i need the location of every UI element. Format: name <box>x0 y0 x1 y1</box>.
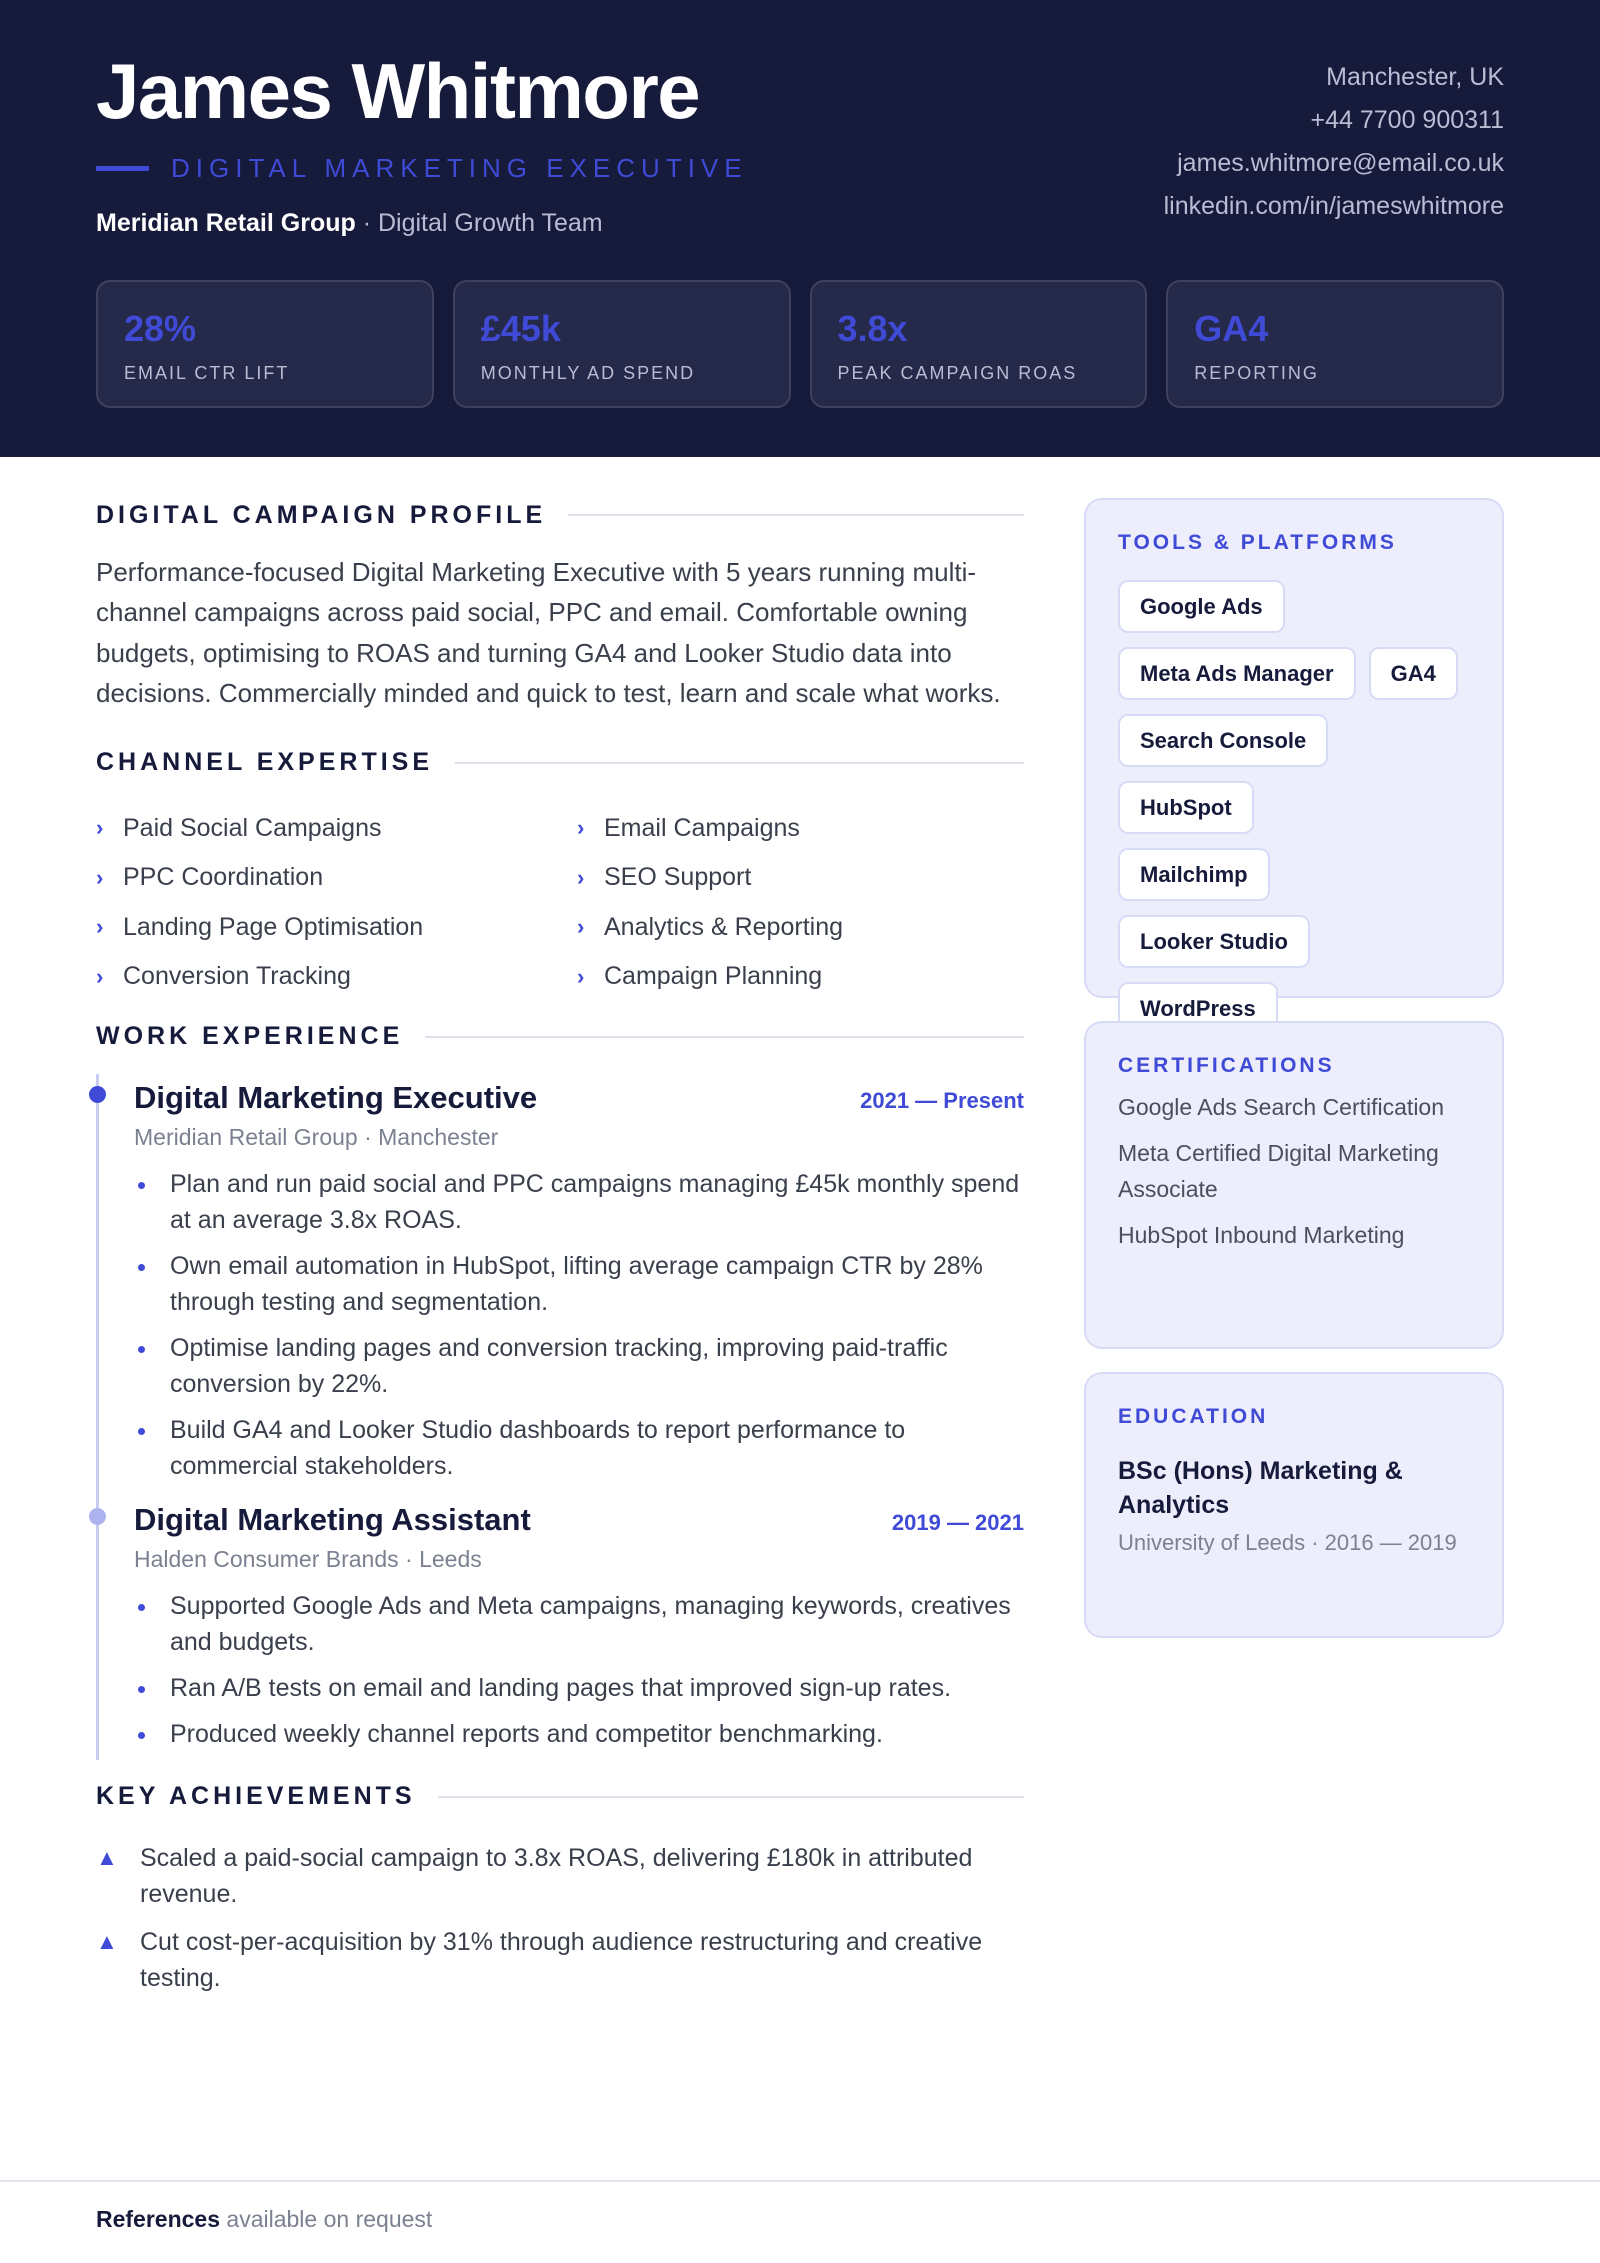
section-divider <box>438 1796 1024 1798</box>
stat-card <box>1166 280 1504 408</box>
education-card <box>1084 1372 1504 1638</box>
footer-bold: References <box>96 2206 221 2232</box>
contact-email[interactable]: james.whitmore@email.co.uk <box>1177 149 1504 177</box>
triangle-up-icon: ▲ <box>96 1844 118 1870</box>
job-entry <box>96 1500 1024 1752</box>
expertise-label: Analytics & Reporting <box>604 912 844 941</box>
expertise-label: Campaign Planning <box>604 962 823 991</box>
sidebar-section-title: EDUCATION <box>1118 1405 1269 1428</box>
achievement-item <box>96 1924 1024 1996</box>
chevron-right-icon: › <box>577 914 585 940</box>
profile-section-header <box>96 480 1024 550</box>
expertise-label: SEO Support <box>604 863 752 892</box>
section-title: KEY ACHIEVEMENTS <box>96 1782 416 1811</box>
expertise-label: Paid Social Campaigns <box>123 813 382 842</box>
main-column <box>96 480 1024 2008</box>
contact-location: Manchester, UK <box>1326 63 1504 91</box>
tool-tag: Google Ads <box>1118 580 1285 633</box>
certification-item: Google Ads Search Certification <box>1118 1094 1445 1120</box>
tool-tag: Search Console <box>1118 714 1328 767</box>
expertise-item <box>577 952 1024 1002</box>
stat-card <box>96 280 434 408</box>
chevron-right-icon: › <box>577 864 585 890</box>
contact-linkedin[interactable]: linkedin.com/in/jameswhitmore <box>1163 192 1504 220</box>
job-entry <box>96 1078 1024 1484</box>
achievement-text: Scaled a paid-social campaign to 3.8x ROAS, delivering £180k in attributed revenue. <box>140 1843 973 1908</box>
section-divider <box>425 1036 1024 1038</box>
header-banner <box>0 0 1600 457</box>
expertise-label: Conversion Tracking <box>123 962 351 991</box>
chevron-right-icon: › <box>577 815 585 841</box>
chevron-right-icon: › <box>96 864 104 890</box>
title-accent-line <box>96 166 149 171</box>
expertise-item <box>577 804 1024 854</box>
tool-tag: Looker Studio <box>1118 915 1310 968</box>
expertise-label: Landing Page Optimisation <box>123 912 424 941</box>
tools-card <box>1084 498 1504 1021</box>
education-degree: BSc (Hons) Marketing & Analytics <box>1118 1457 1403 1519</box>
certification-item: HubSpot Inbound Marketing <box>1118 1222 1405 1248</box>
chevron-right-icon: › <box>96 963 104 989</box>
chevron-right-icon: › <box>577 963 585 989</box>
certification-item: Meta Certified Digital Marketing Associate <box>1118 1140 1439 1202</box>
stat-value: £45k <box>480 308 561 349</box>
job-role: Digital Marketing Assistant <box>134 1501 531 1537</box>
expertise-section-header <box>96 728 1024 798</box>
expertise-item <box>577 903 1024 953</box>
chevron-right-icon: › <box>96 914 104 940</box>
expertise-item <box>96 853 577 903</box>
section-divider <box>455 762 1024 764</box>
expertise-item <box>96 952 577 1002</box>
education-meta: University of Leeds · 2016 — 2019 <box>1118 1530 1457 1555</box>
section-title: CHANNEL EXPERTISE <box>96 748 434 777</box>
stat-value: 3.8x <box>837 308 908 349</box>
achievement-item <box>96 1840 1024 1912</box>
timeline-dot <box>89 1086 106 1103</box>
stat-card <box>453 280 791 408</box>
expertise-item <box>96 804 577 854</box>
expertise-label: PPC Coordination <box>123 863 324 892</box>
expertise-item <box>577 853 1024 903</box>
job-bullet: Plan and run paid social and PPC campaigns managing £45k monthly spend at an average 3.8x ROAS. <box>134 1166 1024 1238</box>
tool-tag: HubSpot <box>1118 781 1254 834</box>
timeline-line <box>96 1074 99 1496</box>
job-bullets <box>134 1166 1024 1484</box>
section-title: DIGITAL CAMPAIGN PROFILE <box>96 500 547 529</box>
current-team: · Digital Growth Team <box>355 209 603 237</box>
achievement-text: Cut cost-per-acquisition by 31% through audience restructuring and creative testing. <box>140 1927 983 1992</box>
section-divider <box>568 514 1024 516</box>
job-organisation: Halden Consumer Brands · Leeds <box>134 1545 482 1572</box>
timeline-line <box>96 1496 99 1760</box>
footer-text: available on request <box>220 2206 433 2232</box>
tool-tag: WordPress <box>1118 982 1278 1035</box>
expertise-item <box>96 903 577 953</box>
job-dates: 2019 — 2021 <box>891 1509 1024 1535</box>
profile-summary: Performance-focused Digital Marketing Executive with 5 years running multi-channel campaigns across paid social, PPC and email. Comfortable owning budgets, optimising to ROAS and turning GA4 and Looker Studio data into decisions. Commercially minded and quick to test, learn and scale what works. <box>96 557 1001 709</box>
stat-label: PEAK CAMPAIGN ROAS <box>837 363 1078 383</box>
footer-divider <box>0 2180 1600 2182</box>
job-bullet: Optimise landing pages and conversion tracking, improving paid-traffic conversion by 22%. <box>134 1330 1024 1402</box>
stat-label: REPORTING <box>1194 363 1319 383</box>
job-bullet: Supported Google Ads and Meta campaigns, managing keywords, creatives and budgets. <box>134 1588 1024 1660</box>
current-company-line <box>96 208 603 238</box>
certification-list <box>1118 1089 1470 1253</box>
job-dates: 2021 — Present <box>860 1087 1024 1113</box>
job-organisation: Meridian Retail Group · Manchester <box>134 1123 499 1150</box>
job-title: DIGITAL MARKETING EXECUTIVE <box>171 153 748 183</box>
job-bullet: Own email automation in HubSpot, lifting average campaign CTR by 28% through testing and segmentation. <box>134 1248 1024 1320</box>
contact-phone[interactable]: +44 7700 900311 <box>1310 106 1504 134</box>
stat-label: EMAIL CTR LIFT <box>124 363 290 383</box>
tool-tags <box>1118 580 1470 1035</box>
stat-label: MONTHLY AD SPEND <box>480 363 696 383</box>
chevron-right-icon: › <box>96 815 104 841</box>
current-company: Meridian Retail Group <box>96 209 356 237</box>
stat-card <box>810 280 1148 408</box>
tool-tag: Meta Ads Manager <box>1118 647 1356 700</box>
stats-row <box>96 280 1504 408</box>
job-bullets <box>134 1588 1024 1752</box>
tool-tag: Mailchimp <box>1118 848 1270 901</box>
achievements-list <box>96 1840 1024 1996</box>
job-bullet: Produced weekly channel reports and competitor benchmarking. <box>134 1716 1024 1752</box>
sidebar-section-title: TOOLS & PLATFORMS <box>1118 531 1397 554</box>
footer-note <box>96 2204 432 2234</box>
stat-value: GA4 <box>1194 308 1269 349</box>
timeline-dot <box>89 1508 106 1525</box>
section-title: WORK EXPERIENCE <box>96 1022 404 1051</box>
job-role: Digital Marketing Executive <box>134 1079 538 1115</box>
sidebar-section-title: CERTIFICATIONS <box>1118 1054 1335 1077</box>
experience-section-header <box>96 1002 1024 1072</box>
expertise-list <box>96 804 1024 1002</box>
expertise-label: Email Campaigns <box>604 813 800 842</box>
stat-value: 28% <box>124 308 197 349</box>
certifications-card <box>1084 1021 1504 1349</box>
candidate-name: James Whitmore <box>96 47 700 135</box>
contact-block <box>1164 62 1504 234</box>
tool-tag: GA4 <box>1369 647 1458 700</box>
job-header <box>134 1500 1024 1540</box>
job-header <box>134 1078 1024 1118</box>
job-bullet: Build GA4 and Looker Studio dashboards to report performance to commercial stakeholders. <box>134 1412 1024 1484</box>
job-bullet: Ran A/B tests on email and landing pages that improved sign-up rates. <box>134 1670 1024 1706</box>
triangle-up-icon: ▲ <box>96 1928 118 1954</box>
achievements-section-header <box>96 1762 1024 1832</box>
